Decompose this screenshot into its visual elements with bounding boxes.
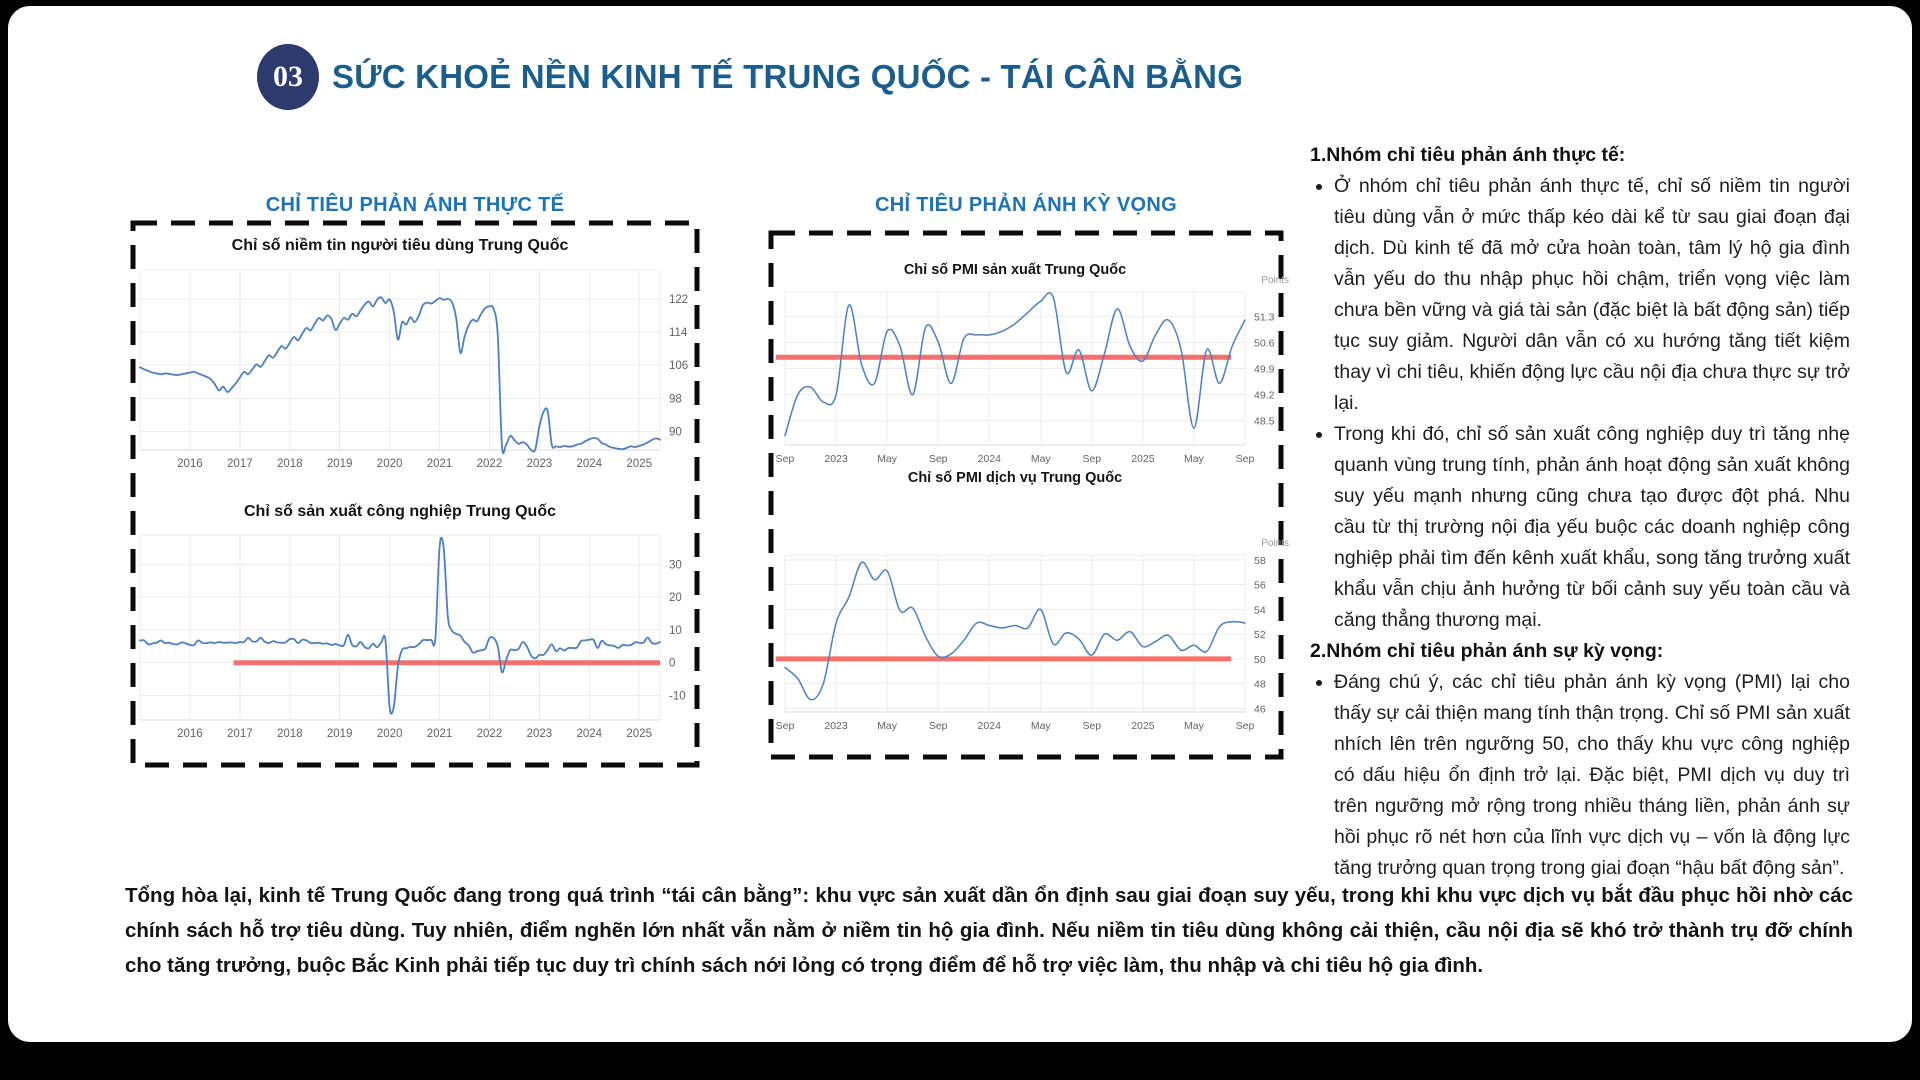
svg-text:2022: 2022 — [476, 458, 503, 470]
chart-title-consumer-confidence: Chỉ số niềm tin người tiêu dùng Trung Quốc — [231, 237, 569, 254]
svg-text:2025: 2025 — [626, 458, 652, 470]
svg-text:2019: 2019 — [326, 728, 353, 740]
svg-text:2023: 2023 — [824, 720, 848, 732]
svg-text:Points: Points — [1261, 538, 1289, 549]
svg-text:58: 58 — [1254, 554, 1266, 567]
svg-text:48: 48 — [1254, 678, 1266, 691]
services-pmi-chart — [775, 538, 1289, 732]
bullet-item: • Trong khi đó, chỉ số sản xuất công nghiệp duy trì tăng nhẹ quanh vùng trung tính, phản ánh hoạt động sản xuất không suy yếu mạnh nhưng cũng chưa tạo được đột phá. Nhu cầu từ thị trường nội địa yếu buộc các doanh nghiệp công nghiệp phải tìm đến kênh xuất khẩu, song tăng trưởng xuất khẩu vẫn chịu ảnh hưởng từ bối cảnh suy yếu toàn cầu và căng thẳng thương mại. — [1334, 419, 1850, 636]
svg-text:2017: 2017 — [227, 728, 253, 740]
manufacturing-pmi-chart — [775, 275, 1289, 465]
svg-text:May: May — [1184, 453, 1204, 465]
svg-text:Sep: Sep — [928, 453, 948, 465]
svg-text:Sep: Sep — [1082, 720, 1102, 732]
svg-text:50.6: 50.6 — [1254, 337, 1275, 350]
svg-text:May: May — [1030, 453, 1051, 465]
svg-text:2025: 2025 — [1131, 720, 1155, 732]
svg-text:2016: 2016 — [177, 728, 203, 740]
svg-text:2023: 2023 — [824, 453, 848, 465]
industrial-production-chart — [140, 535, 686, 740]
svg-text:30: 30 — [669, 559, 682, 572]
svg-text:2023: 2023 — [526, 458, 553, 470]
svg-text:2021: 2021 — [426, 728, 453, 740]
svg-text:98: 98 — [669, 393, 682, 406]
bullet-item: • Ở nhóm chỉ tiêu phản ánh thực tế, chỉ số niềm tin người tiêu dùng vẫn ở mức thấp kéo dài kể từ sau giai đoạn đại dịch. Dù kinh tế đã mở cửa hoàn toàn, tâm lý hộ gia đình vẫn yếu do thu nhập phục hồi chậm, triển vọng việc làm chưa bền vững và giá tài sản (đặc biệt là bất động sản) tiếp tục suy giảm. Người dân vẫn có xu hướng tăng tiết kiệm thay vì chi tiêu, khiến động lực cầu nội địa chưa thực sự trở lại. — [1334, 171, 1850, 419]
svg-text:2022: 2022 — [476, 728, 503, 740]
svg-text:2020: 2020 — [376, 728, 403, 740]
svg-text:2025: 2025 — [626, 728, 652, 740]
svg-text:2017: 2017 — [227, 458, 253, 470]
svg-text:-10: -10 — [669, 690, 686, 703]
svg-text:Sep: Sep — [775, 453, 795, 465]
svg-text:46: 46 — [1254, 703, 1266, 716]
svg-text:May: May — [1030, 720, 1051, 732]
svg-text:122: 122 — [669, 293, 689, 306]
section-number: 03 — [273, 60, 303, 93]
svg-text:50: 50 — [1254, 653, 1266, 666]
section1-bullets — [1310, 171, 1850, 636]
svg-text:48.5: 48.5 — [1254, 415, 1275, 428]
svg-text:106: 106 — [669, 360, 689, 373]
chart-title-services-pmi: Chỉ số PMI dịch vụ Trung Quốc — [907, 470, 1123, 486]
svg-text:90: 90 — [669, 426, 682, 439]
svg-text:49.9: 49.9 — [1254, 363, 1275, 376]
svg-text:114: 114 — [669, 327, 688, 340]
middle-panel-title: CHỈ TIÊU PHẢN ÁNH KỲ VỌNG — [875, 194, 1177, 216]
svg-text:2024: 2024 — [977, 720, 1001, 732]
section2-bullets — [1310, 667, 1850, 884]
section1-heading: 1.Nhóm chỉ tiêu phản ánh thực tế: — [1310, 144, 1626, 166]
svg-text:Sep: Sep — [928, 720, 948, 732]
chart-title-industrial-production: Chỉ số sản xuất công nghiệp Trung Quốc — [243, 503, 556, 520]
svg-text:2025: 2025 — [1131, 453, 1155, 465]
svg-text:2024: 2024 — [576, 458, 603, 470]
svg-text:2023: 2023 — [526, 728, 553, 740]
section-number-badge — [257, 44, 319, 110]
svg-text:49.2: 49.2 — [1254, 389, 1275, 402]
summary-paragraph: Tổng hòa lại, kinh tế Trung Quốc đang trong quá trình “tái cân bằng”: khu vực sản xuất dần ổn định sau giai đoạn suy yếu, trong khi khu vực dịch vụ bắt đầu phục hồi nhờ các chính sách hỗ trợ tiêu dùng. Tuy nhiên, điểm nghẽn lớn nhất vẫn nằm ở niềm tin hộ gia đình. Nếu niềm tin tiêu dùng không cải thiện, cầu nội địa sẽ khó trở thành trụ đỡ chính cho tăng trưởng, buộc Bắc Kinh phải tiếp tục duy trì chính sách nới lỏng có trọng điểm để hỗ trợ việc làm, thu nhập và chi tiêu hộ gia đình. — [125, 884, 1853, 977]
chart-title-manufacturing-pmi: Chỉ số PMI sản xuất Trung Quốc — [903, 262, 1127, 278]
svg-text:May: May — [877, 720, 898, 732]
svg-text:2018: 2018 — [276, 728, 303, 740]
svg-text:Sep: Sep — [1235, 453, 1255, 465]
page-title: SỨC KHOẺ NỀN KINH TẾ TRUNG QUỐC - TÁI CÂN BẰNG — [332, 58, 1244, 95]
svg-text:2016: 2016 — [177, 458, 203, 470]
slide-canvas — [8, 6, 1912, 1042]
commentary-column — [1310, 140, 1850, 884]
svg-text:52: 52 — [1254, 629, 1266, 642]
svg-text:51.3: 51.3 — [1254, 311, 1275, 324]
consumer-confidence-chart — [140, 270, 689, 470]
svg-text:Sep: Sep — [775, 720, 795, 732]
svg-text:2019: 2019 — [326, 458, 353, 470]
svg-text:May: May — [1184, 720, 1204, 732]
svg-text:Sep: Sep — [1082, 453, 1102, 465]
bullet-item: • Đáng chú ý, các chỉ tiêu phản ánh kỳ vọng (PMI) lại cho thấy sự cải thiện mang tính thận trọng. Chỉ số PMI sản xuất nhích lên trên ngưỡng 50, cho thấy khu vực công nghiệp có dấu hiệu ổn định trở lại. Đặc biệt, PMI dịch vụ duy trì trên ngưỡng mở rộng trong nhiều tháng liền, phản ánh sự hồi phục rõ nét hơn của lĩnh vực dịch vụ – vốn là động lực tăng trưởng quan trọng trong giai đoạn “hậu bất động sản”. — [1334, 667, 1850, 884]
left-panel-title: CHỈ TIÊU PHẢN ÁNH THỰC TẾ — [265, 194, 565, 216]
svg-text:May: May — [877, 453, 898, 465]
section2-heading: 2.Nhóm chỉ tiêu phản ánh sự kỳ vọng: — [1310, 640, 1664, 662]
svg-text:2018: 2018 — [276, 458, 303, 470]
svg-text:54: 54 — [1254, 604, 1266, 617]
svg-text:56: 56 — [1254, 579, 1266, 592]
svg-text:2021: 2021 — [426, 458, 453, 470]
svg-text:2024: 2024 — [977, 453, 1001, 465]
svg-text:20: 20 — [669, 592, 682, 605]
svg-text:Points: Points — [1261, 275, 1289, 286]
svg-text:2020: 2020 — [376, 458, 403, 470]
svg-text:10: 10 — [669, 624, 682, 637]
svg-text:2024: 2024 — [576, 728, 603, 740]
svg-text:0: 0 — [669, 657, 676, 670]
svg-text:Sep: Sep — [1235, 720, 1255, 732]
